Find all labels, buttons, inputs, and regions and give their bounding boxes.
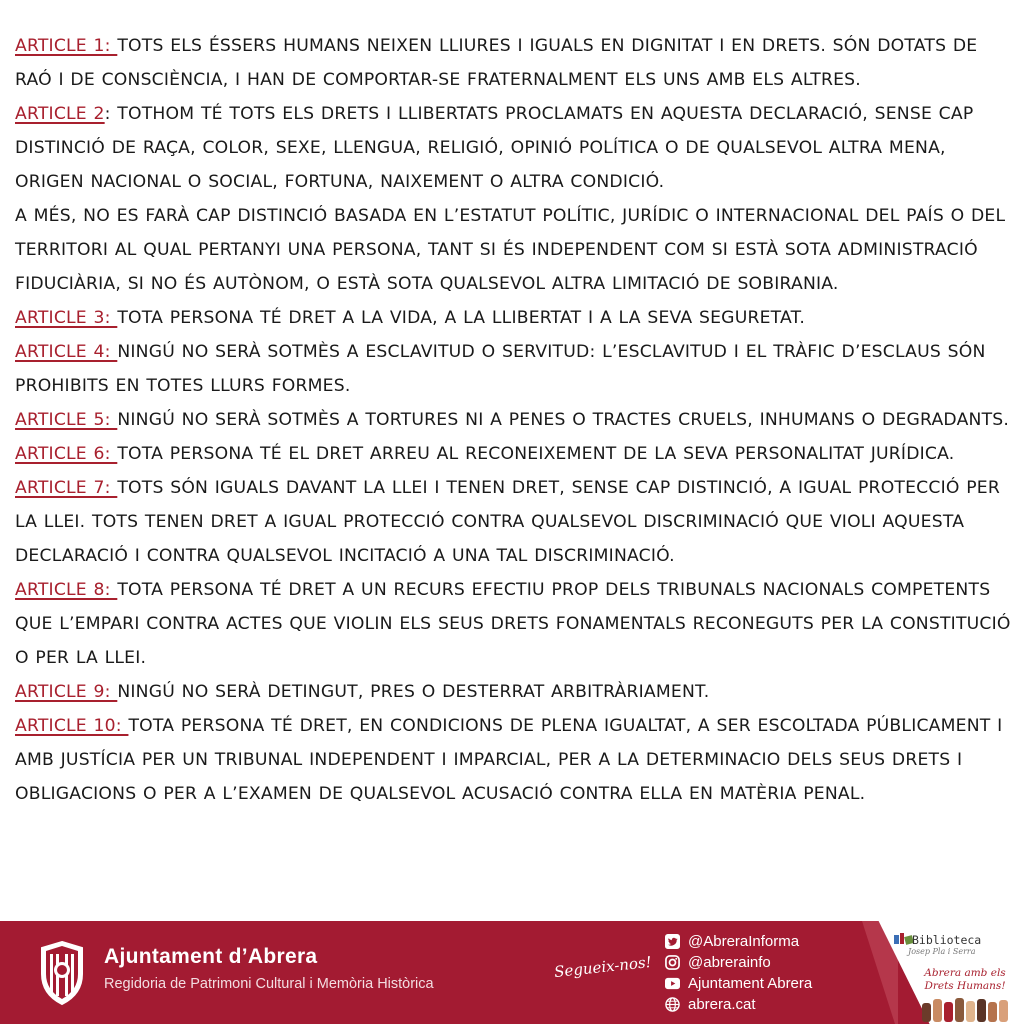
article-label: ARTICLE 8:: [15, 580, 118, 600]
article-text: NINGÚ NO SERÀ SOTMÈS A TORTURES NI A PENES O TRACTES CRUELS, INHUMANS O DEGRADANTS.: [117, 410, 1010, 430]
article-label: ARTICLE 2: [15, 104, 105, 124]
social-twitter[interactable]: [665, 931, 812, 952]
article-2-continued: [15, 199, 1015, 301]
article-10: [15, 709, 1015, 811]
instagram-icon: [665, 955, 680, 970]
globe-icon: [665, 997, 680, 1012]
social-instagram[interactable]: [665, 952, 812, 973]
article-text: A MÉS, NO ES FARÀ CAP DISTINCIÓ BASADA EN L’ESTATUT POLÍTIC, JURÍDIC O INTERNACIONAL DEL PAÍS O DEL TERRITORI AL QUAL PERTANYI UNA PERSONA, TANT SI ÉS INDEPENDENT COM SI ESTÀ SOTA ADMINISTRACIÓ FIDUCIÀRIA, SI NO ÉS AUTÒNOM, O ESTÀ SOTA QUALSEVOL ALTRA LIMITACIÓ DE SOBIRANIA.: [15, 206, 1006, 294]
article-label: ARTICLE 1:: [15, 36, 118, 56]
article-label: ARTICLE 9:: [15, 682, 118, 702]
article-3: [15, 301, 1015, 335]
article-label: ARTICLE 6:: [15, 444, 118, 464]
article-text: TOTA PERSONA TÉ DRET A UN RECURS EFECTIU PROP DELS TRIBUNALS NACIONALS COMPETENTS QUE L’EMPARI CONTRA ACTES QUE VIOLIN ELS SEUS DRETS FONAMENTALS RECONEGUTS PER LA CONSTITUCIÓ O PER LA LLEI.: [15, 580, 1011, 668]
article-label: ARTICLE 4:: [15, 342, 118, 362]
org-subtitle: Regidoria de Patrimoni Cultural i Memòria Històrica: [104, 976, 434, 992]
article-text: TOTS SÓN IGUALS DAVANT LA LLEI I TENEN DRET, SENSE CAP DISTINCIÓ, A IGUAL PROTECCIÓ PER LA LLEI. TOTS TENEN DRET A IGUAL PROTECCIÓ CONTRA QUALSEVOL DISCRIMINACIÓ QUE VIOLI AQUESTA DECLARACIÓ I CONTRA QUALSEVOL INCITACIÓ A UNA TAL DISCRIMINACIÓ.: [15, 478, 1001, 566]
article-1: [15, 29, 1015, 97]
article-text: TOTA PERSONA TÉ DRET, EN CONDICIONS DE PLENA IGUALTAT, A SER ESCOLTADA PÚBLICAMENT I AMB JUSTÍCIA PER UN TRIBUNAL INDEPENDENT I IMPARCIAL, PER A LA DETERMINACIO DELS SEUS DRETS I OBLIGACIONS O PER A L’EXAMEN DE QUALSEVOL ACUSACIÓ CONTRA ELLA EN MATÈRIA PENAL.: [15, 716, 1003, 804]
article-label: ARTICLE 10:: [15, 716, 129, 736]
town-crest-icon: [36, 940, 88, 1006]
article-text: TOTS ELS ÉSSERS HUMANS NEIXEN LLIURES I IGUALS EN DIGNITAT I EN DRETS. SÓN DOTATS DE RAÓ I DE CONSCIÈNCIA, I HAN DE COMPORTAR-SE FRATERNALMENT ELS UNS AMB ELS ALTRES.: [15, 36, 978, 90]
social-web-text: abrera.cat: [688, 996, 756, 1013]
youtube-icon: [665, 976, 680, 991]
article-label: ARTICLE 5:: [15, 410, 118, 430]
biblioteca-subtitle: Josep Pla i Serra: [908, 947, 976, 956]
biblioteca-title: Biblioteca: [912, 933, 982, 947]
social-twitter-text: @AbreraInforma: [688, 933, 800, 950]
article-text: : TOTHOM TÉ TOTS ELS DRETS I LLIBERTATS PROCLAMATS EN AQUESTA DECLARACIÓ, SENSE CAP DISTINCIÓ DE RAÇA, COLOR, SEXE, LLENGUA, RELIGIÓ, OPINIÓ POLÍTICA O DE QUALSEVOL ALTRA MENA, ORIGEN NACIONAL O SOCIAL, FORTUNA, NAIXEMENT O ALTRA CONDICIÓ.: [15, 104, 974, 192]
article-9: [15, 675, 1015, 709]
article-text: NINGÚ NO SERÀ DETINGUT, PRES O DESTERRAT ARBITRÀRIAMENT.: [117, 682, 710, 702]
raised-hands-icon: [920, 997, 1015, 1022]
books-icon: [894, 933, 914, 945]
article-6: [15, 437, 1015, 471]
article-7: [15, 471, 1015, 573]
article-label: ARTICLE 3:: [15, 308, 118, 328]
social-youtube[interactable]: [665, 973, 812, 994]
article-5: [15, 403, 1015, 437]
article-2: [15, 97, 1015, 199]
follow-us-label: Segueix-nos!: [553, 952, 653, 982]
article-4: [15, 335, 1015, 403]
article-text: TOTA PERSONA TÉ DRET A LA VIDA, A LA LLIBERTAT I A LA SEVA SEGURETAT.: [117, 308, 805, 328]
article-8: [15, 573, 1015, 675]
biblioteca-motto: Abrera amb els Drets Humans!: [924, 967, 1006, 992]
social-youtube-text: Ajuntament Abrera: [688, 975, 813, 992]
article-label: ARTICLE 7:: [15, 478, 118, 498]
biblioteca-logo: [890, 927, 1020, 1022]
org-name: Ajuntament d’Abrera: [104, 945, 318, 968]
social-links: [665, 931, 812, 1015]
footer-banner: [0, 921, 1027, 1024]
articles-list: [15, 29, 1015, 811]
twitter-icon: [665, 934, 680, 949]
social-instagram-text: @abrerainfo: [688, 954, 771, 971]
article-text: TOTA PERSONA TÉ EL DRET ARREU AL RECONEIXEMENT DE LA SEVA PERSONALITAT JURÍDICA.: [117, 444, 955, 464]
article-text: NINGÚ NO SERÀ SOTMÈS A ESCLAVITUD O SERVITUD: L’ESCLAVITUD I EL TRÀFIC D’ESCLAUS SÓN PROHIBITS EN TOTES LLURS FORMES.: [15, 342, 986, 396]
social-web[interactable]: [665, 994, 812, 1015]
